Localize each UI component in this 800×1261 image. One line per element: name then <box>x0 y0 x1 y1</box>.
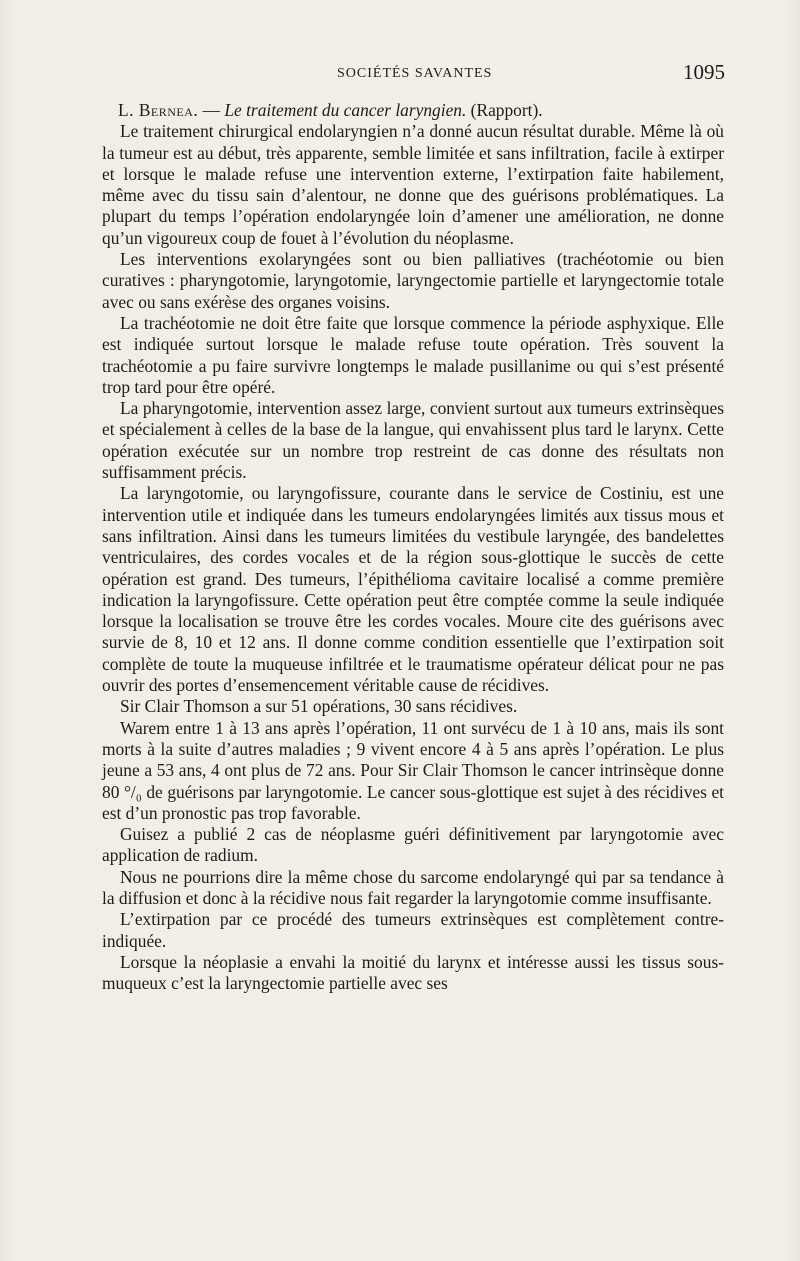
running-title: SOCIÉTÉS SAVANTES <box>337 66 493 81</box>
paragraph: L’extirpation par ce procédé des tumeurs extrinsèques est complètement contre-indiquée. <box>102 909 724 951</box>
paragraph: Guisez a publié 2 cas de néoplasme guéri définitivement par laryngotomie avec application de radium. <box>102 824 724 866</box>
body-text <box>102 100 724 994</box>
paragraph: La pharyngotomie, intervention assez large, convient surtout aux tumeurs extrinsèques et spécialement à celles de la base de la langue, qui envahissent plus tard le larynx. Cette opération exécutée sur un nombre trop restreint de cas donne des résultats non suffisamment précis. <box>102 398 724 483</box>
paragraph: La trachéotomie ne doit être faite que lorsque commence la période asphyxique. Elle est indiquée surtout lorsque le malade refuse toute opération. Très souvent la trachéotomie a pu faire survivre longtemps le malade pusillanime ou qui s’est présenté trop tard pour être opéré. <box>102 312 724 397</box>
heading-dash: — <box>198 100 225 120</box>
page-number: 1095 <box>683 60 725 84</box>
paragraph: Les interventions exolaryngées sont ou bien palliatives (trachéotomie ou bien curatives : pharyngotomie, laryngotomie, laryngectomie partielle et laryngectomie totale avec ou sans exérèse des organes voisins. <box>102 249 724 312</box>
paragraph: Lorsque la néoplasie a envahi la moitié du larynx et intéresse aussi les tissus sous-muqueux c’est la laryngectomie partielle avec ses <box>102 951 724 994</box>
page-header <box>107 60 725 88</box>
article-title: Le traitement du cancer laryngien. <box>224 100 467 120</box>
paragraph: Le traitement chirurgical endolaryngien n’a donné aucun résultat durable. Même là où la tumeur est au début, très apparente, semble limitée et sans infiltration, facile à extirper et lorsque le malade refuse une intervention externe, l’extirpation faite habilement, même avec du tissu sain d’alentour, ne donne que des guérisons problématiques. La plupart du temps l’opération endolaryngée loin d’amener une amélioration, ne donne qu’un vigoureux coup de fouet à l’évolution du néoplasme. <box>102 121 724 248</box>
paragraph: Sir Clair Thomson a sur 51 opérations, 30 sans récidives. <box>120 696 518 717</box>
author-name: L. Bernea. <box>118 100 199 120</box>
paragraph: La laryngotomie, ou laryngofissure, courante dans le service de Costiniu, est une intervention utile et indiquée dans les tumeurs endolaryngées limités aux tissus mous et sans infiltration. Ainsi dans les tumeurs limitées du vestibule laryngée, des bandelettes ventriculaires, des cordes vocales et de la région sous-glottique le succès de cette opération est grand. Des tumeurs, l’épithélioma cavitaire localisé a comme première indication la laryngofissure. Cette opération peut être comptée comme la seule indiquée lorsque la localisation se trouve être les cordes vocales. Moure cite des guérisons avec survie de 8, 10 et 12 ans. Il donne comme condition essentielle que l’extirpation soit complète de toute la muqueuse infiltrée et le traumatisme opérateur délicat pour ne pas ouvrir des portes d’ensemencement véritable cause de récidives. <box>102 483 724 696</box>
paragraph: Nous ne pourrions dire la même chose du sarcome endolaryngé qui par sa tendance à la diffusion et donc à la récidive nous fait regarder la laryngotomie comme insuffisante. <box>102 866 724 908</box>
article-note: (Rapport). <box>466 100 543 120</box>
paragraph: Warem entre 1 à 13 ans après l’opération, 11 ont survécu de 1 à 10 ans, mais ils sont morts à la suite d’autres maladies ; 9 vivent encore 4 à 5 ans après l’opération. Le plus jeune a 53 ans, 4 ont plus de 72 ans. Pour Sir Clair Thomson le cancer intrinsèque donne 80 °/₀ de guérisons par laryngotomie. Le cancer sous-glottique est sujet à des récidives et est d’un pronostic pas trop favorable. <box>102 717 724 823</box>
article-heading <box>102 100 724 121</box>
